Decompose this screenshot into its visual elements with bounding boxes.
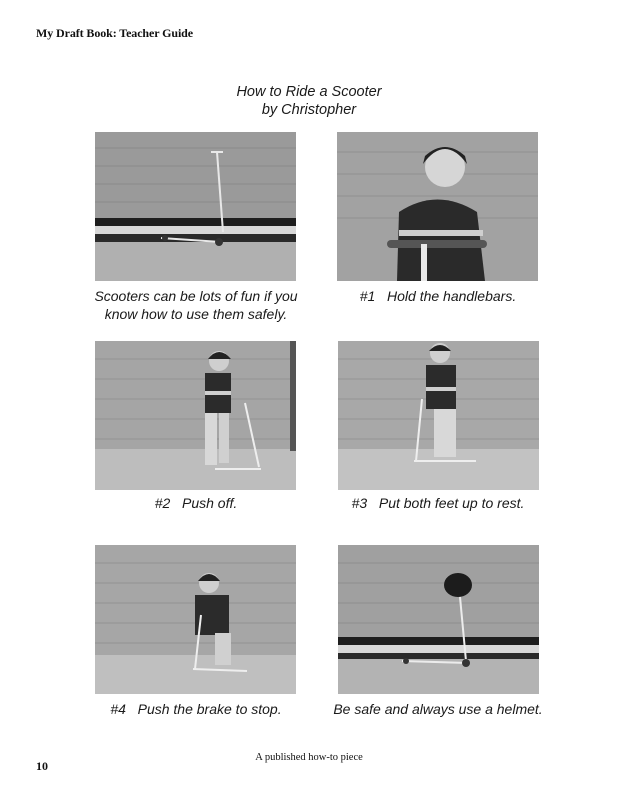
story-title-block: [0, 83, 618, 119]
story-title: How to Ride a Scooter: [236, 84, 382, 100]
photo-boy-braking: [95, 545, 296, 694]
caption-intro: Scooters can be lots of fun if you know how to use them safely.: [94, 288, 298, 322]
running-header: My Draft Book: Teacher Guide: [36, 26, 193, 40]
caption-step-2: #2 Push off.: [154, 495, 238, 511]
figure-caption: A published how-to piece: [255, 752, 363, 763]
photo-boy-push-off: [95, 341, 296, 490]
photo-scooter-leaning: [95, 132, 296, 281]
caption-step-4: #4 Push the brake to stop.: [110, 701, 282, 717]
photo-boy-handlebars: [337, 132, 538, 281]
caption-safety: Be safe and always use a helmet.: [333, 701, 543, 717]
caption-step-3: #3 Put both feet up to rest.: [351, 495, 525, 511]
story-byline: by Christopher: [261, 102, 357, 118]
caption-step-1: #1 Hold the handlebars.: [359, 288, 517, 304]
photo-helmet-on-scooter: [338, 545, 539, 694]
page-number: 10: [36, 759, 48, 773]
photo-boy-feet-up: [338, 341, 539, 490]
